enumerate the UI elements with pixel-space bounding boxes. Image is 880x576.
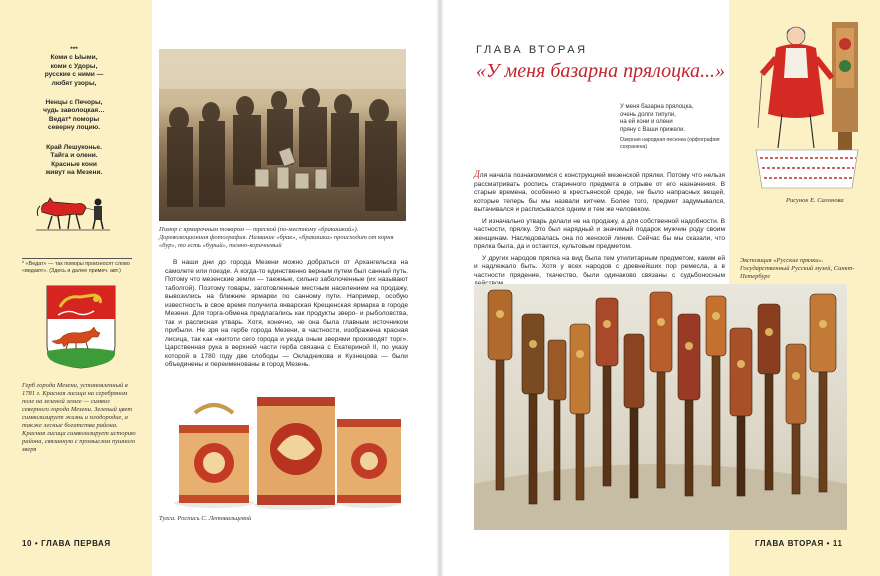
spinner-drawing-icon [752, 18, 864, 194]
photo-caption: Помор с ярмарочным товаром — треской (по-местному «бракашкой»). Дореволюционная фотография. Название «брак», «бракашка» происходит от корня «бур», то есть «бурый», темно-коричневый [159, 226, 394, 249]
tuesa-photo [159, 391, 407, 511]
epigraph-line: на ей кони и олени [620, 119, 673, 126]
market-photo [159, 49, 406, 221]
right-body-paragraph-1-text: ля начала познакомимся с конструкцией мезенской прялки. Потому что нельзя рассматривать роспись старинного предмета в отрыве от его назначения. В старые времена, особенно в крестьянской среде, не было напрасных вещей, которые теперь бы мы назвали китчем. Более того, предмет задумывался, вытачивался и расписывался одним и тем же человеком. [474, 172, 725, 213]
right-body-text [474, 170, 725, 292]
exposition-photo [474, 284, 847, 530]
epigraph-line: пряну с Ваши прижели. [620, 126, 686, 133]
footnote-rule [22, 258, 132, 259]
left-body-paragraph: В наши дни до города Мезени можно добраться от Архангельска на самолете или поезде. А когда-то единственно верным путем был санный путь. Потому что мезенские земли — таежные, сильно заболоченные (их называют таболгой). Поэтому товары, заготовленные местным населением на продажу, вывозились на ближние ярмарки по санному пути. Например, особую известность в свое время получила январская Крещенская ярмарка в городе Мезени. Для торга-обмена предлагались как продукты зверо- и рыболовства, так и расписная утварь. Хотя, конечно, не она была главным источником прибыли. Не зря на гербе города Мезени, в частности, изображена красная лисица, так как «житоти сего города и уезда оным зверями производят торг». Царственная рука в верхней части герба связана с Екатериной II, по указу которой в 1780 году две слободы — Окладникова и Кузнецова — были объединены и переименованы в город Мезень. [165, 259, 408, 368]
poem-stanza-3: Край Лешуконье. Тайга и олени. Красные кони живут на Мезени. [45, 144, 103, 177]
footnote: * «Ведат» — так поморы произносят слово «ведают». (Здесь и далее примеч. авт.) [22, 261, 130, 274]
chapter-title: «У меня базарна прялоцка...» [476, 60, 725, 82]
exposition-caption: Экспозиция «Русские прялки». Государственный Русский музей, Санкт-Петербург [740, 257, 855, 280]
poem-stanza-2: Ненцы с Печоры, чудь заволоцкая… Ведат* поморы северну лоцию. [43, 99, 105, 132]
right-body-paragraph-2: И изначально утварь делали не на продажу, а для собственной надобности. В частности, прялку. Это был нарядный и значимый подарок мужчин роду своим женщинам. Наследовалась она по женской линии. Сейчас бы мы сказали, что прялка была, да и остается, культовым предметом. [474, 217, 725, 250]
chapter-label: ГЛАВА ВТОРАЯ [476, 44, 588, 56]
epigraph-source: Озерная народная песенка (орфография сохранена) [620, 137, 720, 150]
epigraph [620, 104, 726, 150]
epigraph-line: очень долги типули, [620, 111, 676, 118]
poem-stanza-1: *** Коми с Ыыми, коми с Удоры, русские с ними — любят узоры, [44, 46, 104, 87]
drawing-caption: Рисунок Е. Салонова [786, 197, 844, 204]
epigraph-line: У меня базарна прялоцка, [620, 104, 694, 110]
page-gutter [437, 0, 443, 576]
left-footer: 10 • ГЛАВА ПЕРВАЯ [22, 539, 111, 548]
tuesa-caption: Туеса. Роспись С. Летовальцевой [159, 515, 252, 522]
coat-of-arms-caption: Герб города Мезени, установленный в 1781 г. Красная лисица на серебряном поле на зеленой земле — символ северного города Мезени. Зеленый цвет символизирует жизнь и плодородие, а также лесные богатства района. Красная лисица символизирует историю района, связанную с промыслом пушного зверя [22, 382, 136, 453]
right-body-paragraph-3: У других народов прялка на вид была тем утилитарным предметом, каким ей и надлежало быть. Хотя у всех народов с древнейших пор ремесла, а в частности прядение, ткачество, были одинаково связаны с судьбоносным [474, 254, 725, 279]
dropcap: Д [474, 169, 480, 179]
coat-of-arms-icon [46, 285, 116, 369]
horse-drawing-icon [36, 192, 110, 234]
left-body-text [165, 259, 408, 373]
right-body-paragraph-1 [474, 170, 725, 215]
right-footer: ГЛАВА ВТОРАЯ • 11 [755, 539, 843, 548]
